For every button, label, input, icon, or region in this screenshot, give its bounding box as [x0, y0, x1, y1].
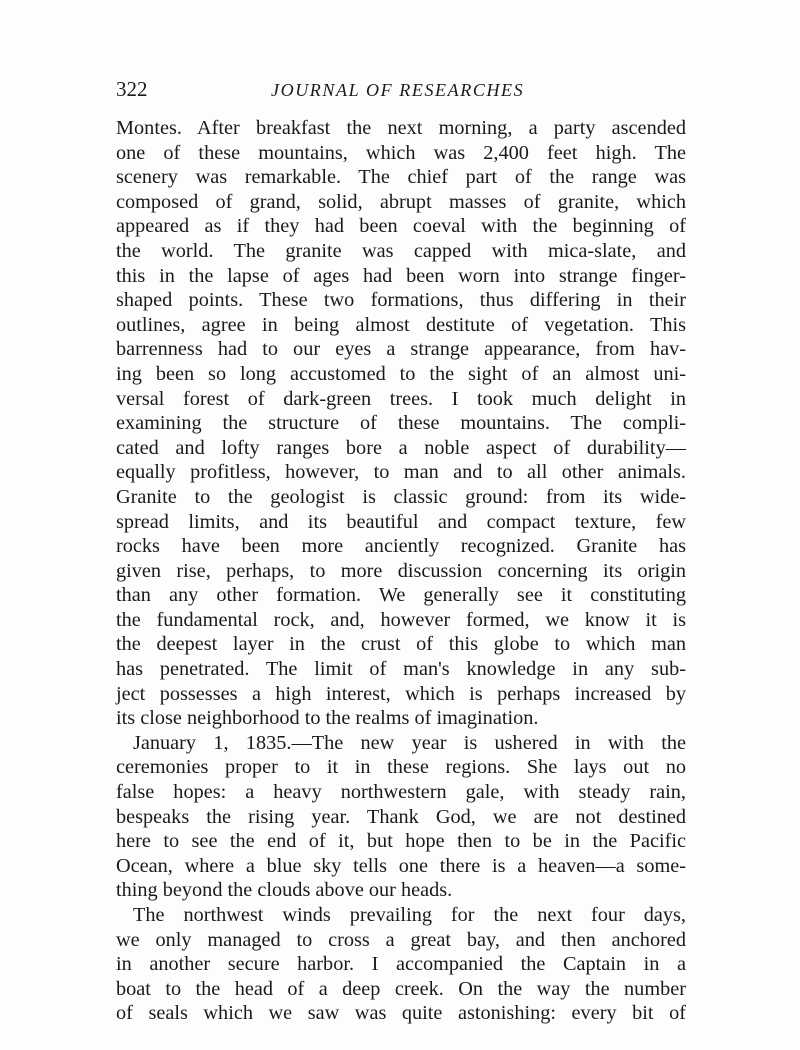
text-line: has penetrated. The limit of man's knowledge in any sub-: [116, 658, 686, 681]
text-line: January 1, 1835.—The new year is ushered in with the: [133, 731, 686, 754]
text-line: appeared as if they had been coeval with the beginning of: [116, 215, 686, 238]
text-line: thing beyond the clouds above our heads.: [116, 879, 453, 902]
text-line: ing been so long accustomed to the sight of an almost uni-: [116, 362, 686, 385]
text-line: shaped points. These two formations, thus differing in their: [116, 289, 686, 312]
text-line: this in the lapse of ages had been worn into strange finger-: [116, 264, 686, 287]
text-line: The northwest winds prevailing for the next four days,: [133, 904, 686, 926]
text-line: here to see the end of it, but hope then to be in the Pacific: [116, 830, 686, 853]
text-line: in another secure harbor. I accompanied the Captain in a: [116, 953, 686, 976]
text-line: outlines, agree in being almost destitute of vegetation. This: [116, 313, 686, 336]
running-title: JOURNAL OF RESEARCHES: [271, 80, 525, 100]
text-line: we only managed to cross a great bay, and then anchored: [116, 928, 686, 951]
text-line: cated and lofty ranges bore a noble aspect of durability—: [116, 436, 686, 459]
text-line: examining the structure of these mountains. The compli-: [116, 412, 686, 435]
text-line: Montes. After breakfast the next morning, a party ascended: [116, 117, 686, 139]
text-line: ject possesses a high interest, which is perhaps increased by: [116, 682, 686, 705]
text-line: its close neighborhood to the realms of imagination.: [116, 707, 539, 730]
text-line: the deepest layer in the crust of this globe to which man: [116, 633, 686, 656]
text-line: scenery was remarkable. The chief part of the range was: [116, 166, 686, 189]
text-line: the fundamental rock, and, however formed, we know it is: [116, 608, 686, 631]
text-line: one of these mountains, which was 2,400 feet high. The: [116, 141, 686, 164]
text-line: spread limits, and its beautiful and compact texture, few: [116, 510, 686, 533]
body-text: [116, 116, 686, 1026]
page-number: 322: [116, 77, 148, 101]
text-line: false hopes: a heavy northwestern gale, with steady rain,: [116, 781, 686, 804]
text-line: given rise, perhaps, to more discussion concerning its origin: [116, 559, 686, 582]
text-line: ceremonies proper to it in these regions. She lays out no: [116, 756, 686, 779]
text-line: boat to the head of a deep creek. On the way the number: [116, 977, 686, 1000]
text-line: Ocean, where a blue sky tells one there is a heaven—a some-: [116, 854, 686, 877]
page-header: [116, 76, 680, 106]
text-line: versal forest of dark-green trees. I took much delight in: [116, 387, 686, 410]
text-line: composed of grand, solid, abrupt masses of granite, which: [116, 190, 686, 213]
text-line: of seals which we saw was quite astonishing: every bit of: [116, 1002, 686, 1025]
text-line: equally profitless, however, to man and to all other animals.: [116, 461, 686, 484]
text-line: barrenness had to our eyes a strange appearance, from hav-: [116, 338, 686, 361]
text-line: bespeaks the rising year. Thank God, we are not destined: [116, 805, 686, 828]
text-line: rocks have been more anciently recognized. Granite has: [116, 535, 686, 558]
text-line: the world. The granite was capped with mica-slate, and: [116, 239, 686, 262]
text-line: than any other formation. We generally see it constituting: [116, 584, 686, 607]
text-line: Granite to the geologist is classic ground: from its wide-: [116, 485, 686, 508]
